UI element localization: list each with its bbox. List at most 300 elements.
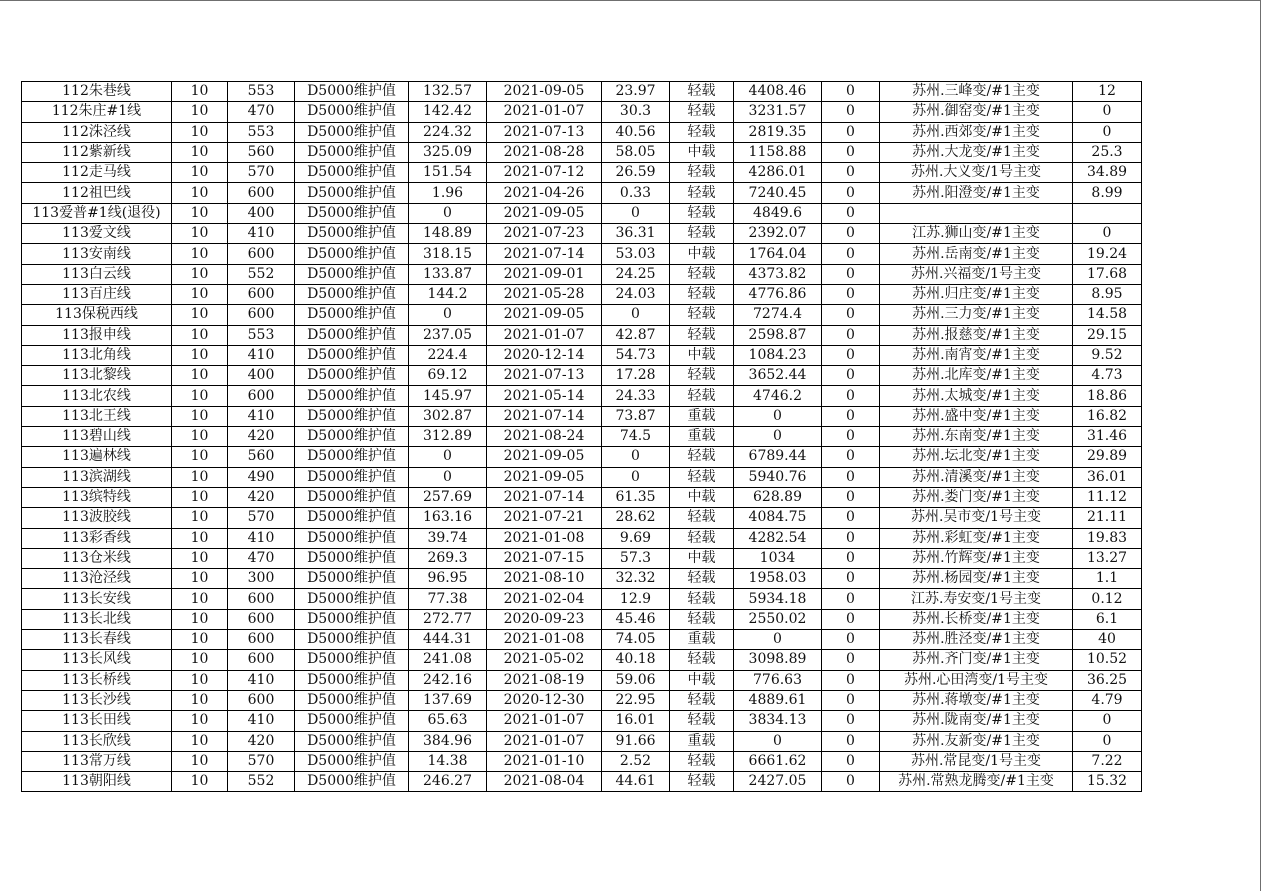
cell-margin[interactable]: 0 xyxy=(734,427,822,447)
cell-margin[interactable]: 0 xyxy=(734,406,822,426)
cell-data-source[interactable]: D5000维护值 xyxy=(295,345,409,365)
cell-rated-current[interactable]: 410 xyxy=(228,670,295,690)
cell-rated-current[interactable]: 570 xyxy=(228,751,295,771)
cell-voltage[interactable]: 10 xyxy=(172,528,228,548)
cell-data-source[interactable]: D5000维护值 xyxy=(295,467,409,487)
cell-rated-current[interactable]: 553 xyxy=(228,82,295,102)
cell-rated-current[interactable]: 600 xyxy=(228,284,295,304)
cell-transformer-load[interactable]: 6.1 xyxy=(1073,609,1142,629)
cell-voltage[interactable]: 10 xyxy=(172,203,228,223)
cell-line-name[interactable]: 112紫新线 xyxy=(22,142,172,162)
cell-flag[interactable]: 0 xyxy=(822,467,880,487)
cell-flag[interactable]: 0 xyxy=(822,670,880,690)
cell-transformer-load[interactable]: 21.11 xyxy=(1073,508,1142,528)
cell-line-name[interactable]: 113报申线 xyxy=(22,325,172,345)
cell-load-rate[interactable]: 40.18 xyxy=(602,650,670,670)
cell-line-name[interactable]: 113长欣线 xyxy=(22,731,172,751)
cell-load-rate[interactable]: 91.66 xyxy=(602,731,670,751)
cell-flag[interactable]: 0 xyxy=(822,163,880,183)
cell-load-rate[interactable]: 22.95 xyxy=(602,690,670,710)
cell-rated-current[interactable]: 420 xyxy=(228,731,295,751)
cell-transformer[interactable]: 苏州.陇南变/#1主变 xyxy=(880,711,1073,731)
cell-load-rate[interactable]: 17.28 xyxy=(602,366,670,386)
cell-data-source[interactable]: D5000维护值 xyxy=(295,406,409,426)
cell-margin[interactable]: 4849.6 xyxy=(734,203,822,223)
cell-rated-current[interactable]: 570 xyxy=(228,163,295,183)
cell-voltage[interactable]: 10 xyxy=(172,366,228,386)
cell-load-status[interactable]: 轻载 xyxy=(670,305,734,325)
cell-transformer[interactable]: 苏州.常昆变/1号主变 xyxy=(880,751,1073,771)
cell-line-name[interactable]: 113长田线 xyxy=(22,711,172,731)
cell-transformer[interactable] xyxy=(880,203,1073,223)
cell-load-status[interactable]: 重载 xyxy=(670,406,734,426)
cell-load-rate[interactable]: 0 xyxy=(602,447,670,467)
cell-margin[interactable]: 5940.76 xyxy=(734,467,822,487)
cell-voltage[interactable]: 10 xyxy=(172,427,228,447)
cell-margin[interactable]: 4776.86 xyxy=(734,284,822,304)
cell-rated-current[interactable]: 600 xyxy=(228,305,295,325)
cell-margin[interactable]: 2819.35 xyxy=(734,122,822,142)
cell-current[interactable]: 96.95 xyxy=(409,569,487,589)
cell-transformer[interactable]: 苏州.大龙变/#1主变 xyxy=(880,142,1073,162)
cell-data-source[interactable]: D5000维护值 xyxy=(295,508,409,528)
cell-current[interactable]: 0 xyxy=(409,305,487,325)
cell-rated-current[interactable]: 400 xyxy=(228,203,295,223)
cell-transformer[interactable]: 苏州.大义变/1号主变 xyxy=(880,163,1073,183)
cell-date[interactable]: 2021-01-08 xyxy=(487,630,602,650)
cell-margin[interactable]: 0 xyxy=(734,731,822,751)
cell-current[interactable]: 137.69 xyxy=(409,690,487,710)
cell-transformer-load[interactable]: 0 xyxy=(1073,731,1142,751)
cell-voltage[interactable]: 10 xyxy=(172,142,228,162)
cell-flag[interactable]: 0 xyxy=(822,325,880,345)
cell-voltage[interactable]: 10 xyxy=(172,183,228,203)
cell-load-status[interactable]: 轻载 xyxy=(670,711,734,731)
cell-line-name[interactable]: 113北王线 xyxy=(22,406,172,426)
cell-voltage[interactable]: 10 xyxy=(172,690,228,710)
cell-data-source[interactable]: D5000维护值 xyxy=(295,244,409,264)
cell-date[interactable]: 2021-09-05 xyxy=(487,447,602,467)
cell-load-rate[interactable]: 30.3 xyxy=(602,102,670,122)
cell-voltage[interactable]: 10 xyxy=(172,751,228,771)
cell-transformer-load[interactable]: 10.52 xyxy=(1073,650,1142,670)
cell-rated-current[interactable]: 600 xyxy=(228,690,295,710)
cell-data-source[interactable]: D5000维护值 xyxy=(295,183,409,203)
cell-data-source[interactable]: D5000维护值 xyxy=(295,711,409,731)
cell-load-status[interactable]: 重载 xyxy=(670,427,734,447)
cell-current[interactable]: 318.15 xyxy=(409,244,487,264)
cell-line-name[interactable]: 113保税西线 xyxy=(22,305,172,325)
cell-transformer[interactable]: 苏州.娄门变/#1主变 xyxy=(880,487,1073,507)
cell-voltage[interactable]: 10 xyxy=(172,467,228,487)
cell-data-source[interactable]: D5000维护值 xyxy=(295,751,409,771)
cell-data-source[interactable]: D5000维护值 xyxy=(295,102,409,122)
cell-voltage[interactable]: 10 xyxy=(172,82,228,102)
cell-load-rate[interactable]: 74.05 xyxy=(602,630,670,650)
cell-load-rate[interactable]: 32.32 xyxy=(602,569,670,589)
cell-rated-current[interactable]: 410 xyxy=(228,528,295,548)
cell-line-name[interactable]: 113长沙线 xyxy=(22,690,172,710)
cell-transformer-load[interactable]: 4.73 xyxy=(1073,366,1142,386)
cell-load-status[interactable]: 轻载 xyxy=(670,163,734,183)
cell-load-rate[interactable]: 58.05 xyxy=(602,142,670,162)
cell-flag[interactable]: 0 xyxy=(822,772,880,792)
cell-date[interactable]: 2021-07-15 xyxy=(487,548,602,568)
cell-load-rate[interactable]: 73.87 xyxy=(602,406,670,426)
cell-date[interactable]: 2021-07-13 xyxy=(487,366,602,386)
cell-line-name[interactable]: 112洙泾线 xyxy=(22,122,172,142)
cell-load-status[interactable]: 轻载 xyxy=(670,82,734,102)
cell-load-rate[interactable]: 74.5 xyxy=(602,427,670,447)
cell-line-name[interactable]: 112朱巷线 xyxy=(22,82,172,102)
cell-date[interactable]: 2021-04-26 xyxy=(487,183,602,203)
cell-transformer[interactable]: 苏州.齐门变/#1主变 xyxy=(880,650,1073,670)
cell-flag[interactable]: 0 xyxy=(822,102,880,122)
cell-margin[interactable]: 2427.05 xyxy=(734,772,822,792)
cell-current[interactable]: 237.05 xyxy=(409,325,487,345)
cell-flag[interactable]: 0 xyxy=(822,345,880,365)
cell-margin[interactable]: 4084.75 xyxy=(734,508,822,528)
cell-transformer-load[interactable]: 9.52 xyxy=(1073,345,1142,365)
cell-flag[interactable]: 0 xyxy=(822,650,880,670)
cell-rated-current[interactable]: 600 xyxy=(228,650,295,670)
cell-load-rate[interactable]: 9.69 xyxy=(602,528,670,548)
cell-line-name[interactable]: 113朝阳线 xyxy=(22,772,172,792)
cell-load-status[interactable]: 中载 xyxy=(670,548,734,568)
cell-date[interactable]: 2021-07-21 xyxy=(487,508,602,528)
cell-line-name[interactable]: 113长桥线 xyxy=(22,670,172,690)
cell-date[interactable]: 2021-09-05 xyxy=(487,203,602,223)
cell-transformer-load[interactable]: 31.46 xyxy=(1073,427,1142,447)
cell-load-status[interactable]: 轻载 xyxy=(670,690,734,710)
cell-line-name[interactable]: 113遍林线 xyxy=(22,447,172,467)
cell-current[interactable]: 39.74 xyxy=(409,528,487,548)
cell-date[interactable]: 2021-09-01 xyxy=(487,264,602,284)
cell-date[interactable]: 2021-01-07 xyxy=(487,731,602,751)
cell-current[interactable]: 144.2 xyxy=(409,284,487,304)
cell-data-source[interactable]: D5000维护值 xyxy=(295,528,409,548)
cell-date[interactable]: 2021-08-10 xyxy=(487,569,602,589)
cell-current[interactable]: 142.42 xyxy=(409,102,487,122)
cell-voltage[interactable]: 10 xyxy=(172,670,228,690)
cell-margin[interactable]: 3231.57 xyxy=(734,102,822,122)
cell-current[interactable]: 65.63 xyxy=(409,711,487,731)
cell-flag[interactable]: 0 xyxy=(822,224,880,244)
cell-rated-current[interactable]: 410 xyxy=(228,345,295,365)
cell-current[interactable]: 444.31 xyxy=(409,630,487,650)
cell-load-rate[interactable]: 36.31 xyxy=(602,224,670,244)
cell-transformer-load[interactable]: 16.82 xyxy=(1073,406,1142,426)
cell-load-status[interactable]: 轻载 xyxy=(670,467,734,487)
cell-date[interactable]: 2021-09-05 xyxy=(487,82,602,102)
cell-transformer-load[interactable]: 7.22 xyxy=(1073,751,1142,771)
cell-flag[interactable]: 0 xyxy=(822,589,880,609)
cell-data-source[interactable]: D5000维护值 xyxy=(295,487,409,507)
cell-load-rate[interactable]: 59.06 xyxy=(602,670,670,690)
cell-transformer[interactable]: 苏州.御窑变/#1主变 xyxy=(880,102,1073,122)
cell-data-source[interactable]: D5000维护值 xyxy=(295,772,409,792)
cell-transformer-load[interactable]: 15.32 xyxy=(1073,772,1142,792)
cell-line-name[interactable]: 112朱庄#1线 xyxy=(22,102,172,122)
cell-date[interactable]: 2021-05-14 xyxy=(487,386,602,406)
cell-margin[interactable]: 776.63 xyxy=(734,670,822,690)
cell-line-name[interactable]: 113仓米线 xyxy=(22,548,172,568)
cell-date[interactable]: 2021-07-14 xyxy=(487,244,602,264)
cell-rated-current[interactable]: 600 xyxy=(228,183,295,203)
cell-flag[interactable]: 0 xyxy=(822,244,880,264)
cell-margin[interactable]: 2598.87 xyxy=(734,325,822,345)
cell-load-status[interactable]: 轻载 xyxy=(670,224,734,244)
cell-line-name[interactable]: 112走马线 xyxy=(22,163,172,183)
cell-transformer[interactable]: 苏州.盛中变/#1主变 xyxy=(880,406,1073,426)
cell-voltage[interactable]: 10 xyxy=(172,487,228,507)
cell-voltage[interactable]: 10 xyxy=(172,386,228,406)
cell-flag[interactable]: 0 xyxy=(822,447,880,467)
cell-flag[interactable]: 0 xyxy=(822,751,880,771)
cell-transformer[interactable]: 苏州.三峰变/#1主变 xyxy=(880,82,1073,102)
cell-flag[interactable]: 0 xyxy=(822,142,880,162)
cell-voltage[interactable]: 10 xyxy=(172,711,228,731)
cell-date[interactable]: 2021-07-23 xyxy=(487,224,602,244)
cell-load-rate[interactable]: 44.61 xyxy=(602,772,670,792)
cell-load-status[interactable]: 轻载 xyxy=(670,366,734,386)
cell-rated-current[interactable]: 420 xyxy=(228,487,295,507)
cell-transformer-load[interactable]: 29.15 xyxy=(1073,325,1142,345)
cell-margin[interactable]: 4373.82 xyxy=(734,264,822,284)
cell-transformer-load[interactable]: 0 xyxy=(1073,224,1142,244)
cell-flag[interactable]: 0 xyxy=(822,690,880,710)
cell-transformer-load[interactable]: 4.79 xyxy=(1073,690,1142,710)
cell-load-rate[interactable]: 24.33 xyxy=(602,386,670,406)
cell-transformer[interactable]: 苏州.兴福变/1号主变 xyxy=(880,264,1073,284)
cell-margin[interactable]: 6789.44 xyxy=(734,447,822,467)
cell-margin[interactable]: 7240.45 xyxy=(734,183,822,203)
cell-data-source[interactable]: D5000维护值 xyxy=(295,427,409,447)
cell-voltage[interactable]: 10 xyxy=(172,244,228,264)
cell-date[interactable]: 2021-02-04 xyxy=(487,589,602,609)
cell-rated-current[interactable]: 410 xyxy=(228,224,295,244)
cell-line-name[interactable]: 113北黎线 xyxy=(22,366,172,386)
cell-current[interactable]: 224.32 xyxy=(409,122,487,142)
cell-data-source[interactable]: D5000维护值 xyxy=(295,122,409,142)
cell-transformer[interactable]: 苏州.三力变/#1主变 xyxy=(880,305,1073,325)
cell-line-name[interactable]: 113滨湖线 xyxy=(22,467,172,487)
cell-transformer-load[interactable]: 0 xyxy=(1073,711,1142,731)
cell-rated-current[interactable]: 600 xyxy=(228,630,295,650)
cell-date[interactable]: 2021-07-14 xyxy=(487,487,602,507)
cell-load-status[interactable]: 轻载 xyxy=(670,589,734,609)
cell-date[interactable]: 2021-07-13 xyxy=(487,122,602,142)
cell-margin[interactable]: 628.89 xyxy=(734,487,822,507)
cell-flag[interactable]: 0 xyxy=(822,711,880,731)
cell-margin[interactable]: 1764.04 xyxy=(734,244,822,264)
cell-transformer-load[interactable]: 8.95 xyxy=(1073,284,1142,304)
cell-date[interactable]: 2020-09-23 xyxy=(487,609,602,629)
cell-margin[interactable]: 1084.23 xyxy=(734,345,822,365)
cell-transformer[interactable]: 苏州.坛北变/#1主变 xyxy=(880,447,1073,467)
cell-current[interactable]: 325.09 xyxy=(409,142,487,162)
cell-margin[interactable]: 1034 xyxy=(734,548,822,568)
cell-data-source[interactable]: D5000维护值 xyxy=(295,690,409,710)
cell-transformer[interactable]: 江苏.狮山变/#1主变 xyxy=(880,224,1073,244)
cell-transformer[interactable]: 苏州.北库变/#1主变 xyxy=(880,366,1073,386)
cell-load-rate[interactable]: 0 xyxy=(602,203,670,223)
cell-voltage[interactable]: 10 xyxy=(172,284,228,304)
cell-margin[interactable]: 2550.02 xyxy=(734,609,822,629)
cell-margin[interactable]: 1158.88 xyxy=(734,142,822,162)
cell-data-source[interactable]: D5000维护值 xyxy=(295,630,409,650)
cell-transformer-load[interactable]: 1.1 xyxy=(1073,569,1142,589)
cell-line-name[interactable]: 113常万线 xyxy=(22,751,172,771)
cell-transformer-load[interactable]: 29.89 xyxy=(1073,447,1142,467)
cell-transformer[interactable]: 苏州.岳南变/#1主变 xyxy=(880,244,1073,264)
cell-load-rate[interactable]: 24.25 xyxy=(602,264,670,284)
cell-margin[interactable]: 3098.89 xyxy=(734,650,822,670)
cell-rated-current[interactable]: 600 xyxy=(228,244,295,264)
cell-date[interactable]: 2021-08-04 xyxy=(487,772,602,792)
cell-transformer[interactable]: 苏州.归庄变/#1主变 xyxy=(880,284,1073,304)
cell-current[interactable]: 14.38 xyxy=(409,751,487,771)
cell-load-status[interactable]: 轻载 xyxy=(670,284,734,304)
cell-transformer[interactable]: 苏州.杨园变/#1主变 xyxy=(880,569,1073,589)
cell-date[interactable]: 2021-07-12 xyxy=(487,163,602,183)
cell-margin[interactable]: 4889.61 xyxy=(734,690,822,710)
cell-current[interactable]: 77.38 xyxy=(409,589,487,609)
cell-rated-current[interactable]: 600 xyxy=(228,386,295,406)
cell-line-name[interactable]: 113北角线 xyxy=(22,345,172,365)
cell-data-source[interactable]: D5000维护值 xyxy=(295,325,409,345)
cell-load-rate[interactable]: 0 xyxy=(602,467,670,487)
cell-flag[interactable]: 0 xyxy=(822,284,880,304)
cell-flag[interactable]: 0 xyxy=(822,630,880,650)
cell-load-status[interactable]: 中载 xyxy=(670,670,734,690)
cell-voltage[interactable]: 10 xyxy=(172,345,228,365)
cell-current[interactable]: 132.57 xyxy=(409,82,487,102)
cell-date[interactable]: 2021-09-05 xyxy=(487,467,602,487)
cell-transformer-load[interactable] xyxy=(1073,203,1142,223)
cell-transformer[interactable]: 苏州.友新变/#1主变 xyxy=(880,731,1073,751)
cell-rated-current[interactable]: 600 xyxy=(228,589,295,609)
cell-load-rate[interactable]: 42.87 xyxy=(602,325,670,345)
cell-voltage[interactable]: 10 xyxy=(172,447,228,467)
cell-date[interactable]: 2021-05-02 xyxy=(487,650,602,670)
cell-transformer-load[interactable]: 0 xyxy=(1073,122,1142,142)
cell-current[interactable]: 224.4 xyxy=(409,345,487,365)
cell-transformer[interactable]: 苏州.彩虹变/#1主变 xyxy=(880,528,1073,548)
cell-load-rate[interactable]: 24.03 xyxy=(602,284,670,304)
cell-load-rate[interactable]: 16.01 xyxy=(602,711,670,731)
cell-flag[interactable]: 0 xyxy=(822,386,880,406)
cell-current[interactable]: 1.96 xyxy=(409,183,487,203)
cell-transformer[interactable]: 苏州.吴市变/1号主变 xyxy=(880,508,1073,528)
cell-transformer-load[interactable]: 18.86 xyxy=(1073,386,1142,406)
cell-margin[interactable]: 3652.44 xyxy=(734,366,822,386)
cell-data-source[interactable]: D5000维护值 xyxy=(295,163,409,183)
cell-flag[interactable]: 0 xyxy=(822,406,880,426)
cell-current[interactable]: 148.89 xyxy=(409,224,487,244)
cell-data-source[interactable]: D5000维护值 xyxy=(295,284,409,304)
cell-load-status[interactable]: 轻载 xyxy=(670,508,734,528)
cell-margin[interactable]: 4286.01 xyxy=(734,163,822,183)
cell-current[interactable]: 269.3 xyxy=(409,548,487,568)
cell-voltage[interactable]: 10 xyxy=(172,569,228,589)
cell-data-source[interactable]: D5000维护值 xyxy=(295,224,409,244)
cell-data-source[interactable]: D5000维护值 xyxy=(295,548,409,568)
cell-voltage[interactable]: 10 xyxy=(172,731,228,751)
cell-margin[interactable]: 7274.4 xyxy=(734,305,822,325)
cell-margin[interactable]: 2392.07 xyxy=(734,224,822,244)
cell-transformer[interactable]: 苏州.胜泾变/#1主变 xyxy=(880,630,1073,650)
cell-transformer[interactable]: 江苏.寿安变/1号主变 xyxy=(880,589,1073,609)
cell-rated-current[interactable]: 570 xyxy=(228,508,295,528)
cell-load-rate[interactable]: 40.56 xyxy=(602,122,670,142)
cell-flag[interactable]: 0 xyxy=(822,264,880,284)
cell-rated-current[interactable]: 400 xyxy=(228,366,295,386)
cell-date[interactable]: 2021-01-07 xyxy=(487,325,602,345)
cell-flag[interactable]: 0 xyxy=(822,427,880,447)
cell-load-status[interactable]: 中载 xyxy=(670,244,734,264)
cell-load-rate[interactable]: 28.62 xyxy=(602,508,670,528)
cell-current[interactable]: 242.16 xyxy=(409,670,487,690)
cell-current[interactable]: 145.97 xyxy=(409,386,487,406)
cell-transformer-load[interactable]: 40 xyxy=(1073,630,1142,650)
cell-load-status[interactable]: 中载 xyxy=(670,345,734,365)
cell-current[interactable]: 246.27 xyxy=(409,772,487,792)
cell-load-status[interactable]: 轻载 xyxy=(670,447,734,467)
cell-line-name[interactable]: 113长风线 xyxy=(22,650,172,670)
cell-voltage[interactable]: 10 xyxy=(172,508,228,528)
cell-load-status[interactable]: 轻载 xyxy=(670,772,734,792)
cell-load-rate[interactable]: 12.9 xyxy=(602,589,670,609)
cell-load-rate[interactable]: 53.03 xyxy=(602,244,670,264)
cell-transformer[interactable]: 苏州.常熟龙腾变/#1主变 xyxy=(880,772,1073,792)
cell-load-status[interactable]: 轻载 xyxy=(670,528,734,548)
cell-rated-current[interactable]: 553 xyxy=(228,325,295,345)
cell-date[interactable]: 2021-01-07 xyxy=(487,102,602,122)
cell-voltage[interactable]: 10 xyxy=(172,650,228,670)
cell-transformer-load[interactable]: 34.89 xyxy=(1073,163,1142,183)
cell-transformer[interactable]: 苏州.蒋墩变/#1主变 xyxy=(880,690,1073,710)
cell-line-name[interactable]: 113爱普#1线(退役) xyxy=(22,203,172,223)
cell-flag[interactable]: 0 xyxy=(822,183,880,203)
cell-margin[interactable]: 4282.54 xyxy=(734,528,822,548)
cell-rated-current[interactable]: 420 xyxy=(228,427,295,447)
cell-load-status[interactable]: 轻载 xyxy=(670,102,734,122)
cell-line-name[interactable]: 113长北线 xyxy=(22,609,172,629)
cell-date[interactable]: 2020-12-14 xyxy=(487,345,602,365)
cell-line-name[interactable]: 113沧泾线 xyxy=(22,569,172,589)
cell-voltage[interactable]: 10 xyxy=(172,122,228,142)
cell-margin[interactable]: 1958.03 xyxy=(734,569,822,589)
cell-current[interactable]: 312.89 xyxy=(409,427,487,447)
cell-current[interactable]: 69.12 xyxy=(409,366,487,386)
cell-current[interactable]: 302.87 xyxy=(409,406,487,426)
cell-transformer-load[interactable]: 0 xyxy=(1073,102,1142,122)
cell-current[interactable]: 133.87 xyxy=(409,264,487,284)
cell-line-name[interactable]: 113长春线 xyxy=(22,630,172,650)
cell-load-rate[interactable]: 61.35 xyxy=(602,487,670,507)
cell-load-status[interactable]: 轻载 xyxy=(670,751,734,771)
cell-flag[interactable]: 0 xyxy=(822,609,880,629)
cell-flag[interactable]: 0 xyxy=(822,487,880,507)
cell-voltage[interactable]: 10 xyxy=(172,163,228,183)
cell-load-status[interactable]: 轻载 xyxy=(670,122,734,142)
cell-load-status[interactable]: 轻载 xyxy=(670,183,734,203)
cell-flag[interactable]: 0 xyxy=(822,82,880,102)
cell-transformer-load[interactable]: 8.99 xyxy=(1073,183,1142,203)
cell-margin[interactable]: 4408.46 xyxy=(734,82,822,102)
cell-data-source[interactable]: D5000维护值 xyxy=(295,366,409,386)
